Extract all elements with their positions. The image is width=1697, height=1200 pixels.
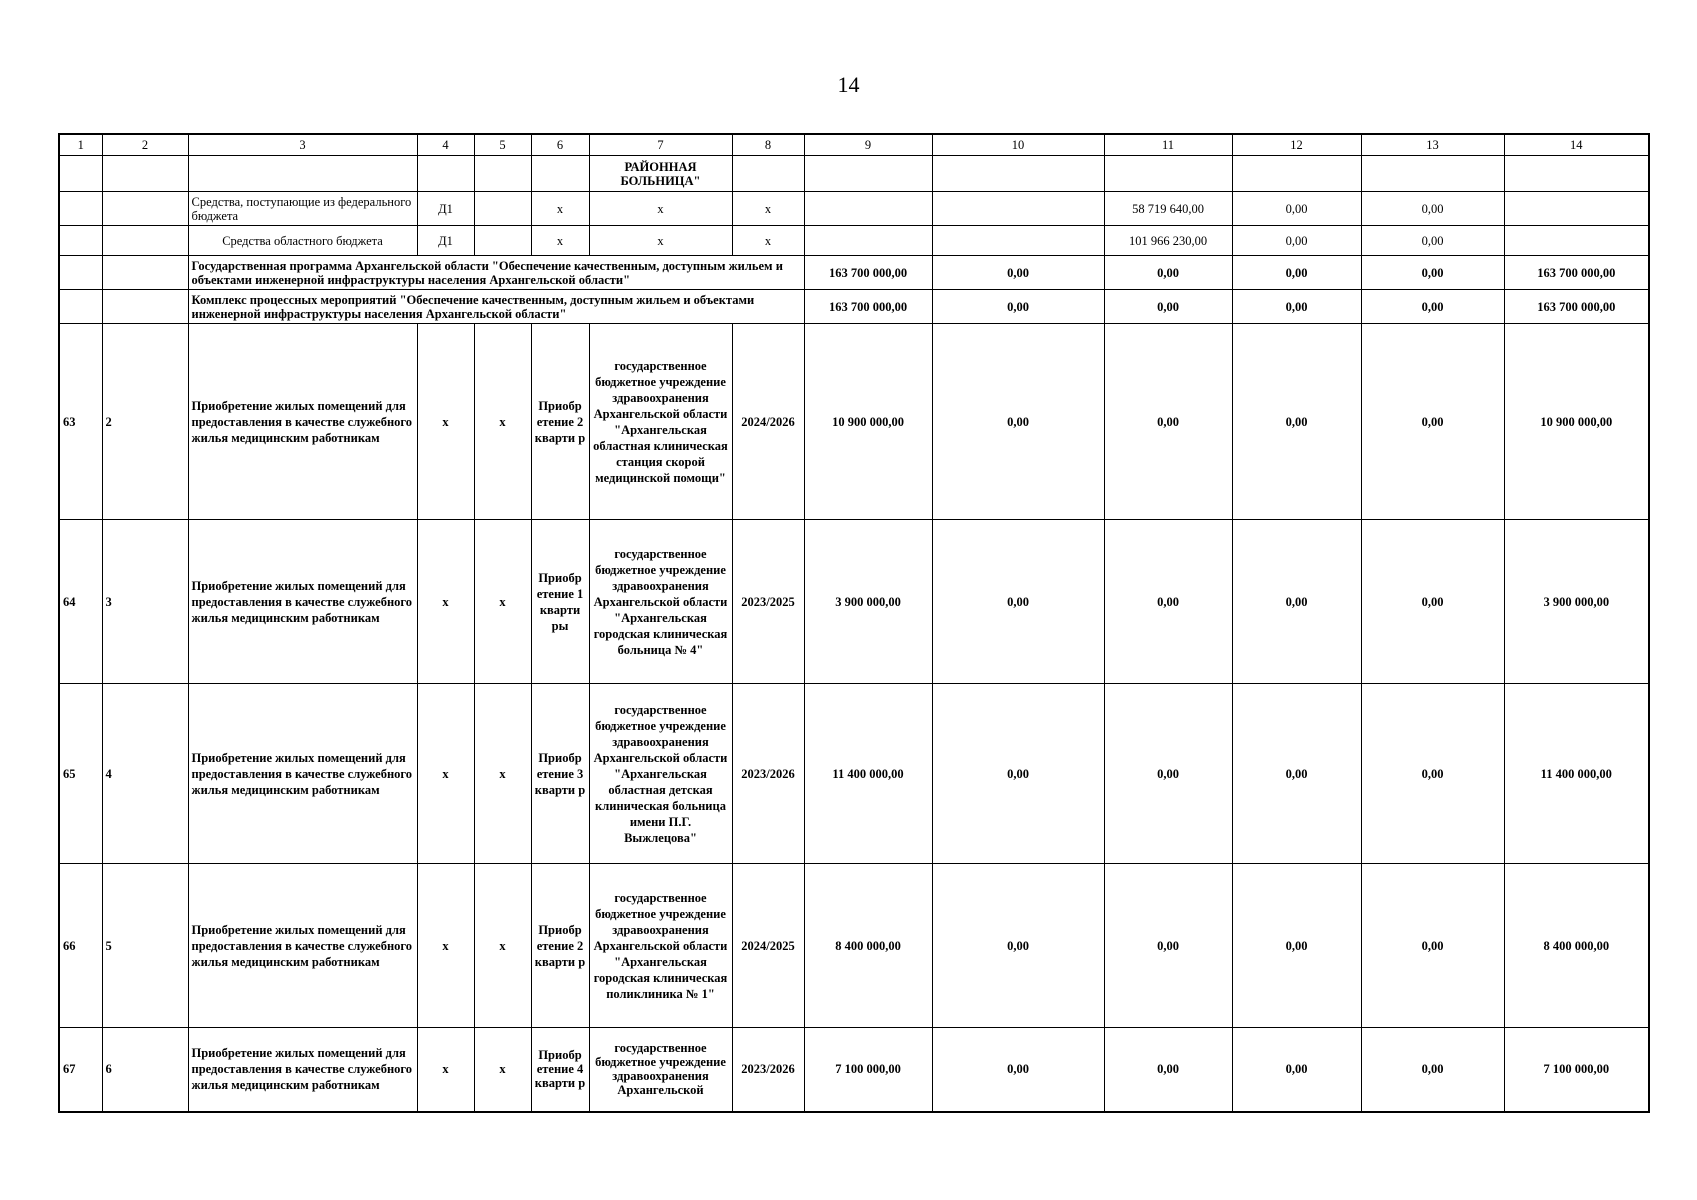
amount-cell: 0,00	[1361, 290, 1504, 324]
funding-source-name: Средства, поступающие из федерального бюджета	[188, 192, 417, 226]
amount-cell: 163 700 000,00	[1504, 256, 1649, 290]
cell: х	[589, 192, 732, 226]
code-cell: Д1	[417, 192, 474, 226]
sub-number: 4	[102, 684, 188, 864]
organization-cell: государственное бюджетное учреждение здравоохранения Архангельской области "Архангельская областная детская клиническая больница имени П.Г. Выжлецова"	[589, 684, 732, 864]
period-cell: 2023/2026	[732, 684, 804, 864]
cell: х	[589, 226, 732, 256]
table-row	[59, 684, 1649, 864]
row-number: 64	[59, 520, 102, 684]
result-cell: Приобр етение 4 кварти р	[531, 1028, 589, 1112]
cell: х	[474, 520, 531, 684]
amount-cell: 8 400 000,00	[1504, 864, 1649, 1028]
organization-cell: РАЙОННАЯ БОЛЬНИЦА"	[589, 156, 732, 192]
column-number-row	[59, 134, 1649, 156]
amount-cell: 0,00	[1361, 864, 1504, 1028]
cell: х	[417, 684, 474, 864]
amount-cell: 7 100 000,00	[804, 1028, 932, 1112]
organization-cell: государственное бюджетное учреждение здравоохранения Архангельской области "Архангельская городская клиническая больница № 4"	[589, 520, 732, 684]
cell: х	[417, 1028, 474, 1112]
complex-summary-row	[59, 290, 1649, 324]
amount-cell: 0,00	[1361, 1028, 1504, 1112]
column-number: 6	[531, 134, 589, 156]
amount-cell: 0,00	[932, 684, 1104, 864]
table-row	[59, 520, 1649, 684]
cell: х	[531, 226, 589, 256]
amount-cell: 0,00	[1104, 324, 1232, 520]
amount-cell: 58 719 640,00	[1104, 192, 1232, 226]
sub-number: 3	[102, 520, 188, 684]
funding-source-name: Средства областного бюджета	[188, 226, 417, 256]
column-number: 12	[1232, 134, 1361, 156]
amount-cell: 0,00	[1104, 864, 1232, 1028]
cell: х	[732, 226, 804, 256]
amount-cell: 0,00	[1104, 256, 1232, 290]
sub-number: 5	[102, 864, 188, 1028]
column-number: 14	[1504, 134, 1649, 156]
table-row	[59, 324, 1649, 520]
code-cell: Д1	[417, 226, 474, 256]
amount-cell: 0,00	[932, 864, 1104, 1028]
cell: х	[531, 192, 589, 226]
amount-cell: 0,00	[1104, 290, 1232, 324]
amount-cell: 0,00	[1104, 1028, 1232, 1112]
activity-name: Приобретение жилых помещений для предоставления в качестве служебного жилья медицинским работникам	[188, 520, 417, 684]
activity-name: Приобретение жилых помещений для предоставления в качестве служебного жилья медицинским работникам	[188, 1028, 417, 1112]
amount-cell: 0,00	[1361, 520, 1504, 684]
amount-cell: 0,00	[1232, 864, 1361, 1028]
cell: х	[474, 1028, 531, 1112]
cell: х	[474, 864, 531, 1028]
period-cell: 2023/2025	[732, 520, 804, 684]
row-number: 67	[59, 1028, 102, 1112]
amount-cell: 163 700 000,00	[804, 290, 932, 324]
column-number: 4	[417, 134, 474, 156]
column-number: 13	[1361, 134, 1504, 156]
row-number: 66	[59, 864, 102, 1028]
amount-cell: 0,00	[1104, 520, 1232, 684]
organization-cell: государственное бюджетное учреждение здравоохранения Архангельской области "Архангельская городская клиническая поликлиника № 1"	[589, 864, 732, 1028]
amount-cell: 0,00	[932, 324, 1104, 520]
amount-cell: 0,00	[932, 1028, 1104, 1112]
cell: х	[417, 324, 474, 520]
activity-name: Приобретение жилых помещений для предоставления в качестве служебного жилья медицинским работникам	[188, 684, 417, 864]
amount-cell: 0,00	[1232, 290, 1361, 324]
program-summary-row	[59, 256, 1649, 290]
amount-cell: 0,00	[1232, 520, 1361, 684]
organization-cell: государственное бюджетное учреждение здравоохранения Архангельской	[589, 1028, 732, 1112]
period-cell: 2024/2026	[732, 324, 804, 520]
amount-cell: 3 900 000,00	[1504, 520, 1649, 684]
row-number: 65	[59, 684, 102, 864]
amount-cell: 0,00	[1232, 324, 1361, 520]
period-cell: 2024/2025	[732, 864, 804, 1028]
cell: х	[732, 192, 804, 226]
page-number: 14	[837, 72, 860, 97]
table-row	[59, 864, 1649, 1028]
row-number: 63	[59, 324, 102, 520]
amount-cell: 0,00	[1232, 684, 1361, 864]
amount-cell: 3 900 000,00	[804, 520, 932, 684]
complex-name: Комплекс процессных мероприятий "Обеспечение качественным, доступным жильем и объектами инженерной инфраструктуры населения Архангельской области"	[188, 290, 804, 324]
sub-number: 2	[102, 324, 188, 520]
amount-cell: 0,00	[1361, 192, 1504, 226]
result-cell: Приобр етение 2 кварти р	[531, 864, 589, 1028]
amount-cell: 11 400 000,00	[804, 684, 932, 864]
amount-cell: 163 700 000,00	[804, 256, 932, 290]
amount-cell: 0,00	[1232, 1028, 1361, 1112]
column-number: 7	[589, 134, 732, 156]
column-number: 11	[1104, 134, 1232, 156]
amount-cell: 0,00	[1361, 256, 1504, 290]
amount-cell: 8 400 000,00	[804, 864, 932, 1028]
amount-cell: 0,00	[932, 290, 1104, 324]
column-number: 3	[188, 134, 417, 156]
column-number: 1	[59, 134, 102, 156]
amount-cell: 0,00	[932, 256, 1104, 290]
result-cell: Приобр етение 2 кварти р	[531, 324, 589, 520]
column-number: 2	[102, 134, 188, 156]
amount-cell: 10 900 000,00	[804, 324, 932, 520]
program-name: Государственная программа Архангельской области "Обеспечение качественным, доступным жильем и объектами инженерной инфраструктуры населения Архангельской области"	[188, 256, 804, 290]
cell: х	[474, 684, 531, 864]
amount-cell: 0,00	[1232, 192, 1361, 226]
activity-name: Приобретение жилых помещений для предоставления в качестве служебного жилья медицинским работникам	[188, 324, 417, 520]
column-number: 5	[474, 134, 531, 156]
organization-cell: государственное бюджетное учреждение здравоохранения Архангельской области "Архангельская областная клиническая станция скорой медицинской помощи"	[589, 324, 732, 520]
amount-cell: 163 700 000,00	[1504, 290, 1649, 324]
amount-cell: 0,00	[1104, 684, 1232, 864]
amount-cell: 0,00	[1361, 324, 1504, 520]
activity-name: Приобретение жилых помещений для предоставления в качестве служебного жилья медицинским работникам	[188, 864, 417, 1028]
funding-source-row	[59, 192, 1649, 226]
amount-cell: 11 400 000,00	[1504, 684, 1649, 864]
column-number: 9	[804, 134, 932, 156]
budget-table	[58, 133, 1650, 1113]
result-cell: Приобр етение 3 кварти р	[531, 684, 589, 864]
result-cell: Приобр етение 1 кварти ры	[531, 520, 589, 684]
table-row	[59, 1028, 1649, 1112]
cell: х	[417, 520, 474, 684]
column-number: 8	[732, 134, 804, 156]
cell: х	[417, 864, 474, 1028]
amount-cell: 101 966 230,00	[1104, 226, 1232, 256]
cell: х	[474, 324, 531, 520]
amount-cell: 0,00	[1232, 226, 1361, 256]
column-number: 10	[932, 134, 1104, 156]
sub-number: 6	[102, 1028, 188, 1112]
amount-cell: 7 100 000,00	[1504, 1028, 1649, 1112]
funding-source-row	[59, 226, 1649, 256]
amount-cell: 0,00	[1361, 226, 1504, 256]
continuation-row	[59, 156, 1649, 192]
period-cell: 2023/2026	[732, 1028, 804, 1112]
amount-cell: 10 900 000,00	[1504, 324, 1649, 520]
amount-cell: 0,00	[1361, 684, 1504, 864]
amount-cell: 0,00	[932, 520, 1104, 684]
amount-cell: 0,00	[1232, 256, 1361, 290]
